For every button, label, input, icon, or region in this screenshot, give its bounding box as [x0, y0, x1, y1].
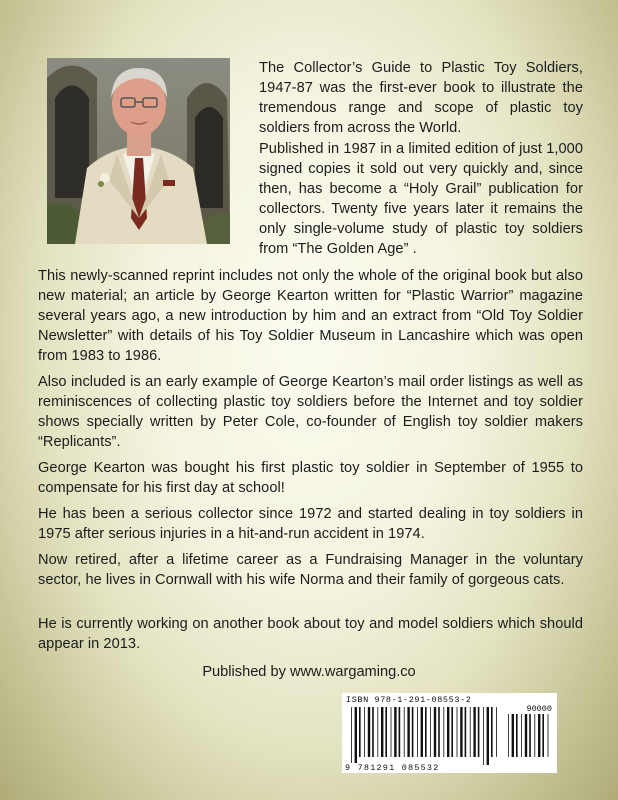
blurb-paragraph-1: The Collector’s Guide to Plastic Toy Soldiers, 1947-87 was the first-ever book to illustrate the tremendous range and scope of plastic toy soldiers from across the World.	[259, 60, 583, 136]
author-bio-paragraph-2: He has been a serious collector since 1972 and started dealing in toy soldiers in 1975 after serious injuries in a hit-and-run accident in 1974.	[38, 506, 583, 542]
blurb-paragraph-2: Published in 1987 in a limited edition of just 1,000 signed copies it sold out very quickly and, since then, has become a “Holy Grail” publication for collectors. Twenty five years later it remains the only single-volume study of plastic toy soldiers from “The Golden Age” .	[259, 141, 583, 257]
isbn-barcode	[342, 693, 557, 773]
author-bio-paragraph-3: Now retired, after a lifetime career as a Fundraising Manager in the voluntary sector, he lives in Cornwall with his wife Norma and their family of gorgeous cats.	[38, 552, 583, 588]
barcode-bar	[451, 707, 453, 757]
barcode-bar	[417, 707, 418, 757]
barcode-bar	[372, 707, 374, 757]
barcode-bar	[548, 714, 549, 757]
author-bio-paragraph-1: George Kearton was bought his first plastic toy soldier in September of 1955 to compensate for his first day at school!	[38, 460, 583, 496]
barcode-bar	[404, 707, 405, 757]
blurb-paragraph-3: This newly-scanned reprint includes not only the whole of the original book but also new material; an article by George Kearton written for “Plastic Warrior” magazine several years ago, a new introduction by him and an extract from “Old Toy Soldier Newsletter” with details of his Toy Soldier Museum in Lancashire which was open from 1983 to 1986.	[38, 268, 583, 364]
barcode-bar	[377, 707, 378, 757]
barcode-bar	[381, 707, 383, 757]
barcode-bar	[412, 707, 414, 757]
barcode-bar	[364, 707, 365, 757]
barcode-bar	[399, 707, 401, 757]
price-code: 90000	[526, 704, 552, 714]
barcode-bar	[538, 714, 540, 757]
barcode-bar	[447, 707, 449, 757]
barcode-bar	[473, 707, 475, 757]
barcode-digits: 9 781291 085532	[345, 763, 440, 773]
barcode-bar	[508, 714, 509, 757]
barcode-bar	[421, 707, 423, 757]
barcode-bar	[355, 707, 357, 765]
barcode-bar	[521, 714, 522, 757]
barcode-bar	[368, 707, 370, 757]
barcode-bar	[483, 707, 484, 765]
barcode-bar	[394, 707, 396, 757]
barcode-bar	[460, 707, 462, 757]
barcode-bar	[529, 714, 531, 757]
barcode-bar	[512, 714, 514, 757]
isbn-label: ISBN 978-1-291-08553-2	[346, 695, 472, 705]
barcode-bar	[496, 707, 497, 757]
barcode-bar	[391, 707, 392, 757]
author-bio-paragraph-4: He is currently working on another book about toy and model soldiers which should appear in 2013.	[38, 616, 583, 652]
barcode-bar	[470, 707, 471, 757]
barcode-bar	[478, 707, 480, 757]
barcode-bar	[385, 707, 387, 757]
barcode-bar	[465, 707, 467, 757]
barcode-bar	[534, 714, 535, 757]
barcode-bar	[430, 707, 431, 757]
barcode-bar	[457, 707, 458, 757]
blurb-paragraph-4: Also included is an early example of George Kearton’s mail order listings as well as reminiscences of collecting plastic toy soldiers before the Internet and toy soldier shows specially written by Peter Cole, co-founder of English toy soldier makers “Replicants”.	[38, 374, 583, 450]
barcode-bar	[525, 714, 527, 757]
barcode-bar	[438, 707, 440, 757]
barcode-addon-bars	[507, 714, 551, 765]
barcode-bar	[351, 707, 352, 765]
barcode-bar	[542, 714, 544, 757]
barcode-bar	[359, 707, 361, 757]
barcode-main-bars	[350, 707, 498, 765]
barcode-bar	[407, 707, 409, 757]
barcode-bar	[491, 707, 493, 757]
barcode-bar	[487, 707, 489, 765]
barcode-bar	[443, 707, 444, 757]
publisher-line: Published by www.wargaming.co	[202, 664, 416, 680]
barcode-bar	[516, 714, 518, 757]
author-photo	[47, 58, 230, 244]
barcode-bar	[425, 707, 427, 757]
author-photo-image	[47, 58, 230, 244]
barcode-bar	[434, 707, 436, 757]
